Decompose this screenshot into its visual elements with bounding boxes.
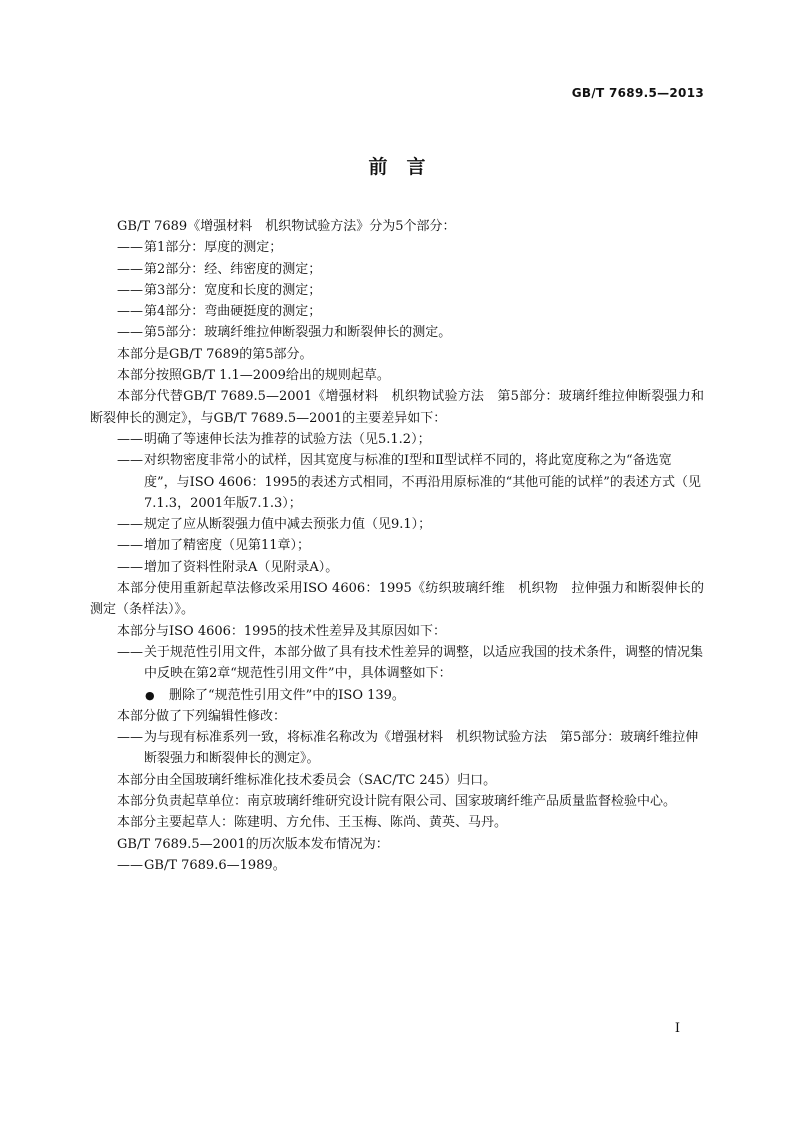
dash-marker: —— — [117, 517, 143, 533]
dash-marker: —— — [117, 304, 143, 320]
document-body — [90, 216, 704, 876]
paragraph-text: 为与现有标准系列一致，将标准名称改为《增强材料 机织物试验方法 第5部分：玻璃纤维拉伸断裂强力和断裂伸长的测定》。 — [144, 730, 699, 767]
bullet-icon: ● — [145, 688, 155, 702]
paragraph-text: 本部分负责起草单位：南京玻璃纤维研究设计院有限公司、国家玻璃纤维产品质量监督检验中心。 — [117, 794, 677, 810]
paragraph-text: GB/T 7689.5—2001的历次版本发布情况为： — [117, 836, 389, 852]
paragraph-text: GB/T 7689.6—1989。 — [144, 857, 286, 873]
paragraph-text: 第2部分：经、纬密度的测定； — [144, 261, 322, 277]
dash-marker: —— — [117, 559, 143, 575]
paragraph — [90, 770, 704, 791]
paragraph-text: 本部分代替GB/T 7689.5—2001《增强材料 机织物试验方法 第5部分：玻璃纤维拉伸断裂强力和断裂伸长的测定》，与GB/T 7689.5—2001的主要差异如下： — [90, 389, 704, 426]
standard-code: GB/T 7689.5—2013 — [571, 86, 704, 100]
paragraph — [90, 216, 704, 237]
dash-marker: —— — [117, 453, 143, 469]
paragraph-text: 对织物密度非常小的试样，因其宽度与标准的Ⅰ型和Ⅱ型试样不同的，将此宽度称之为“备选宽度”，与ISO 4606：1995的表述方式相同，不再沿用原标准的“其他可能的试样”的表述方式（见7.1.3，2001年版7.1.3）； — [144, 453, 701, 511]
paragraph-text: 本部分与ISO 4606：1995的技术性差异及其原因如下： — [117, 623, 446, 639]
paragraph — [90, 706, 704, 727]
paragraph-text: 第3部分：宽度和长度的测定； — [144, 282, 322, 298]
dash-marker: —— — [117, 431, 143, 447]
paragraph-text: 第5部分：玻璃纤维拉伸断裂强力和断裂伸长的测定。 — [144, 325, 452, 341]
paragraph — [90, 365, 704, 386]
dash-list-item — [90, 727, 704, 770]
paragraph-text: 本部分主要起草人：陈建明、方允伟、王玉梅、陈尚、黄英、马丹。 — [117, 815, 508, 831]
paragraph-text: GB/T 7689《增强材料 机织物试验方法》分为5个部分： — [117, 219, 456, 234]
bullet-list-item — [90, 685, 704, 706]
dash-list-item — [90, 429, 704, 450]
paragraph — [90, 386, 704, 429]
dash-list-item — [90, 514, 704, 535]
paragraph-text: 关于规范性引用文件，本部分做了具有技术性差异的调整，以适应我国的技术条件，调整的情况集中反映在第2章“规范性引用文件”中，具体调整如下： — [144, 644, 704, 682]
paragraph — [90, 578, 704, 621]
paragraph — [90, 344, 704, 365]
dash-marker: —— — [117, 730, 143, 746]
dash-list-item — [90, 280, 704, 301]
paragraph — [90, 621, 704, 642]
dash-list-item — [90, 642, 704, 685]
dash-list-item — [90, 450, 704, 514]
dash-list-item — [90, 237, 704, 258]
paragraph-text: 第1部分：厚度的测定； — [144, 240, 283, 256]
paragraph-text: 本部分使用重新起草法修改采用ISO 4606：1995《纺织玻璃纤维 机织物 拉伸强力和断裂伸长的测定（条样法）》。 — [90, 581, 704, 618]
dash-marker: —— — [117, 282, 143, 298]
dash-list-item — [90, 855, 704, 876]
paragraph — [90, 834, 704, 855]
paragraph-text: 本部分由全国玻璃纤维标准化技术委员会（SAC/TC 245）归口。 — [117, 772, 497, 788]
dash-marker: —— — [117, 538, 143, 554]
dash-marker: —— — [117, 325, 143, 341]
paragraph — [90, 791, 704, 812]
dash-marker: —— — [117, 644, 143, 660]
dash-marker: —— — [117, 857, 143, 873]
dash-list-item — [90, 301, 704, 322]
paragraph-text: 增加了精密度（见第11章）； — [144, 538, 311, 554]
dash-list-item — [90, 535, 704, 556]
paragraph-text: 规定了应从断裂强力值中减去预张力值（见9.1）； — [144, 517, 432, 533]
page-number: I — [674, 1021, 680, 1036]
paragraph-text: 本部分是GB/T 7689的第5部分。 — [117, 346, 313, 362]
paragraph-text: 删除了“规范性引用文件”中的ISO 139。 — [169, 687, 405, 703]
dash-marker: —— — [117, 240, 143, 256]
paragraph-text: 本部分做了下列编辑性修改： — [117, 708, 287, 724]
paragraph-text: 明确了等速伸长法为推荐的试验方法（见5.1.2）； — [144, 431, 431, 447]
dash-list-item — [90, 259, 704, 280]
dash-marker: —— — [117, 261, 143, 277]
paragraph-text: 增加了资料性附录A（见附录A）。 — [144, 559, 339, 575]
dash-list-item — [90, 322, 704, 343]
paragraph-text: 第4部分：弯曲硬挺度的测定； — [144, 304, 322, 320]
paragraph-text: 本部分按照GB/T 1.1—2009给出的规则起草。 — [117, 368, 390, 384]
dash-list-item — [90, 557, 704, 578]
paragraph — [90, 812, 704, 833]
page-title: 前 言 — [368, 156, 426, 178]
